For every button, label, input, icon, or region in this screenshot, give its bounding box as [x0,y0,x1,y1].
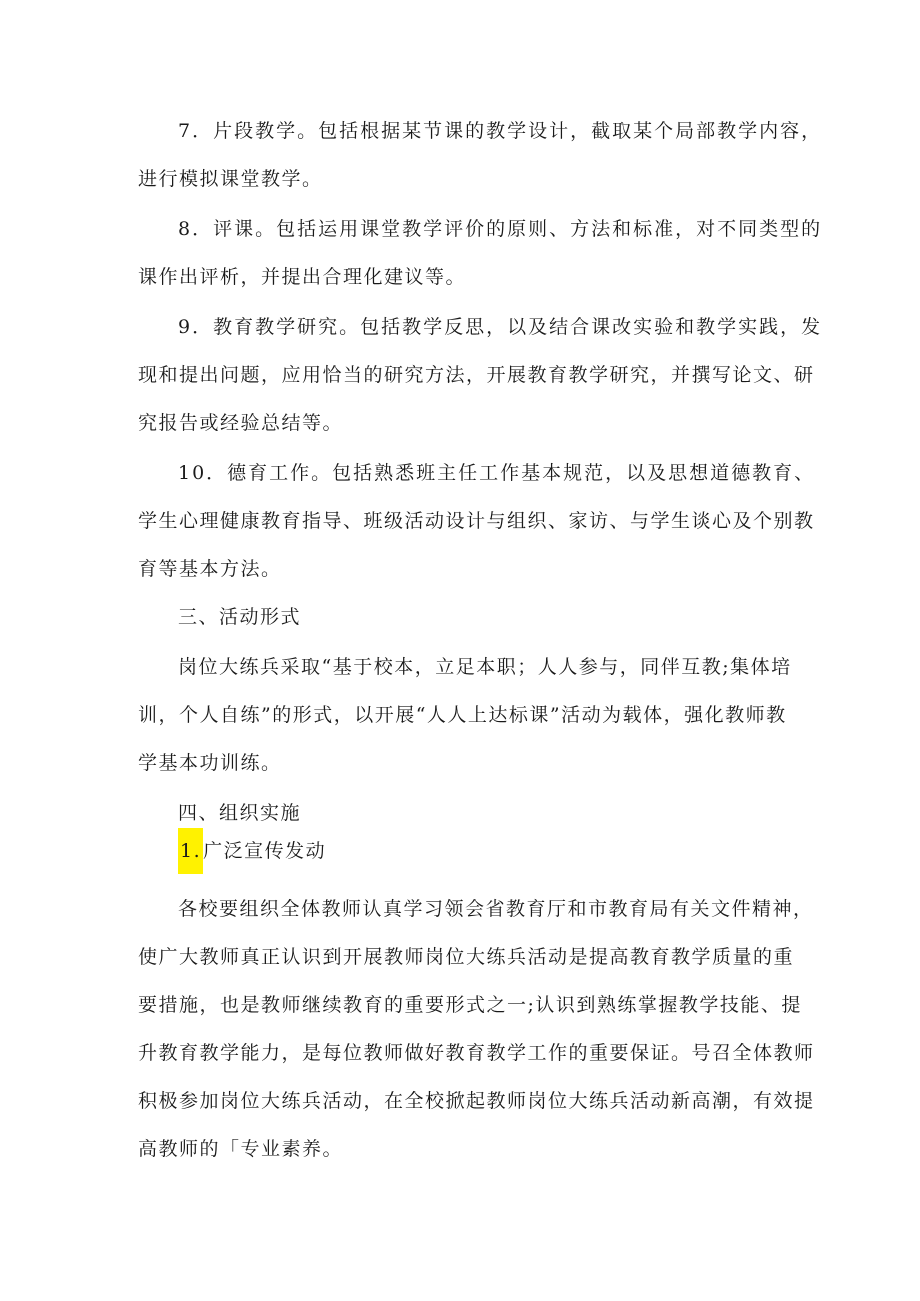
section3-line2: 训，个人自练”的形式，以开展“人人上达标课”活动为载体，强化教师教 [138,704,787,726]
highlighted-number: 1. [178,828,203,874]
item9-line3: 究报告或经验总结等。 [138,412,344,434]
section4-heading: 四、组织实施 [178,802,302,824]
item8-line1: 8．评课。包括运用课堂教学评价的原则、方法和标准，对不同类型的 [178,218,823,240]
item8-line2: 课作出评析，并提出合理化建议等。 [138,266,467,288]
section3-heading: 三、活动形式 [178,606,302,628]
section4-subheading [178,828,326,874]
item7-line2: 进行模拟课堂教学。 [138,168,323,190]
section4-para-line3: 要措施，也是教师继续教育的重要形式之一;认识到熟练掌握教学技能、提 [138,994,802,1016]
item9-line2: 现和提出问题，应用恰当的研究方法，开展教育教学研究，并撰写论文、研 [138,364,815,386]
item9-line1: 9．教育教学研究。包括教学反思，以及结合课改实验和教学实践，发 [178,316,823,338]
subheading-title: 广泛宣传发动 [203,840,327,862]
item10-line1: 10．德育工作。包括熟悉班主任工作基本规范，以及思想道德教育、 [178,462,816,484]
section4-para-line4: 升教育教学能力，是每位教师做好教育教学工作的重要保证。号召全体教师 [138,1042,815,1064]
section4-para-line6: 高教师的「专业素养。 [138,1138,344,1160]
section4-para-line1: 各校要组织全体教师认真学习领会省教育厅和市教育局有关文件精神， [178,898,814,920]
section4-para-line2: 使广大教师真正认识到开展教师岗位大练兵活动是提高教育教学质量的重 [138,946,795,968]
section3-line3: 学基本功训练。 [138,752,282,774]
item10-line2: 学生心理健康教育指导、班级活动设计与组织、家访、与学生谈心及个别教 [138,510,815,532]
section3-line1: 岗位大练兵采取“基于校本，立足本职；人人参与，同伴互教;集体培 [178,656,792,678]
item10-line3: 育等基本方法。 [138,558,282,580]
item7-line1: 7．片段教学。包括根据某节课的教学设计，截取某个局部教学内容， [178,120,823,142]
section4-para-line5: 积极参加岗位大练兵活动，在全校掀起教师岗位大练兵活动新高潮，有效提 [138,1090,815,1112]
